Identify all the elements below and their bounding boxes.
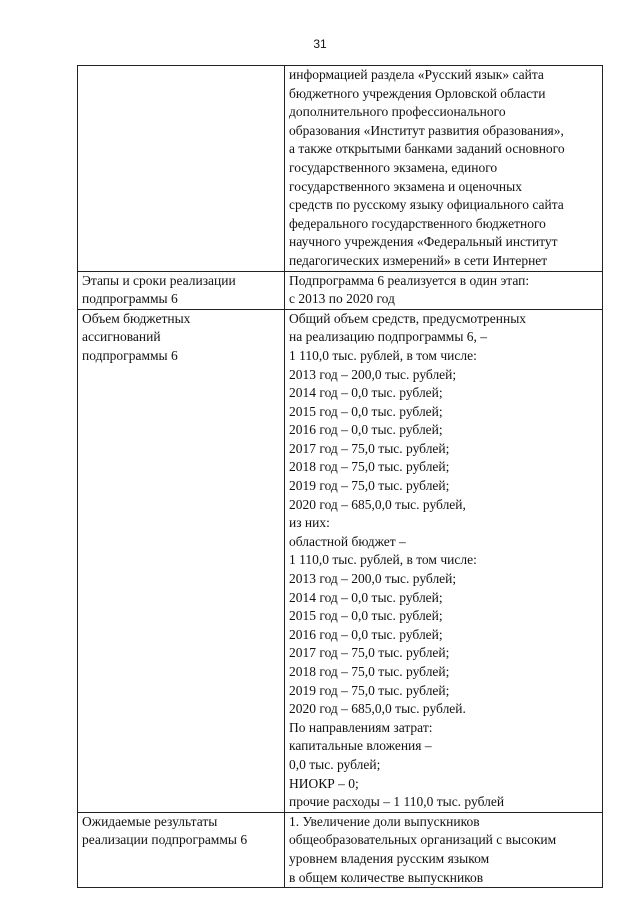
content-line: Общий объем средств, предусмотренных	[289, 310, 527, 326]
content-line: 2015 год – 0,0 тыс. рублей;	[289, 608, 443, 624]
content-line: 2017 год – 75,0 тыс. рублей;	[289, 440, 450, 456]
content-line: педагогических измерений» в сети Интернет	[289, 252, 548, 268]
content-line: 2020 год – 685,0,0 тыс. рублей.	[289, 701, 466, 717]
content-line: уровнем владения русским языком	[289, 850, 490, 866]
content-line: с 2013 по 2020 год	[289, 291, 395, 307]
label-line: реализации подпрограммы 6	[82, 832, 248, 848]
label-line: Объем бюджетных	[82, 310, 191, 326]
content-line: 1 110,0 тыс. рублей, в том числе:	[289, 347, 477, 363]
content-line: государственного экзамена и оценочных	[289, 178, 522, 194]
content-line: 2018 год – 75,0 тыс. рублей;	[289, 459, 450, 475]
content-line: 2016 год – 0,0 тыс. рублей;	[289, 626, 443, 642]
row-label-cell	[78, 309, 285, 812]
content-line: 2020 год – 685,0,0 тыс. рублей,	[289, 496, 466, 512]
content-line: НИОКР – 0;	[289, 775, 359, 791]
content-line: 2014 год – 0,0 тыс. рублей;	[289, 385, 443, 401]
content-line: 1 110,0 тыс. рублей, в том числе:	[289, 552, 477, 568]
label-line: Этапы и сроки реализации	[82, 272, 236, 288]
content-line: Подпрограмма 6 реализуется в один этап:	[289, 272, 530, 288]
content-line: 2013 год – 200,0 тыс. рублей;	[289, 366, 457, 382]
content-line: дополнительного профессионального	[289, 104, 506, 120]
content-line: информацией раздела «Русский язык» сайта	[289, 67, 544, 82]
content-line: на реализацию подпрограммы 6, –	[289, 329, 488, 345]
label-line: ассигнований	[82, 329, 161, 345]
label-line: Ожидаемые результаты	[82, 813, 218, 829]
content-line: 2013 год – 200,0 тыс. рублей;	[289, 571, 457, 587]
content-line: 2017 год – 75,0 тыс. рублей;	[289, 645, 450, 661]
content-line: 2015 год – 0,0 тыс. рублей;	[289, 403, 443, 419]
row-content-cell	[285, 66, 603, 272]
content-line: общеобразовательных организаций с высоким	[289, 832, 557, 848]
content-line: в общем количестве выпускников	[289, 869, 484, 885]
row-label-cell	[78, 66, 285, 272]
content-line: образования «Институт развития образования»,	[289, 122, 564, 138]
table-row	[78, 271, 603, 309]
content-line: прочие расходы – 1 110,0 тыс. рублей	[289, 794, 505, 810]
label-line: подпрограммы 6	[82, 291, 178, 307]
label-line: подпрограммы 6	[82, 347, 178, 363]
row-content-cell	[285, 271, 603, 309]
row-content-cell	[285, 812, 603, 887]
row-label-cell	[78, 812, 285, 887]
table-row	[78, 66, 603, 272]
content-line: федерального государственного бюджетного	[289, 215, 546, 231]
content-line: 2019 год – 75,0 тыс. рублей;	[289, 682, 450, 698]
content-line: государственного экзамена, единого	[289, 159, 498, 175]
content-line: 1. Увеличение доли выпускников	[289, 813, 480, 829]
content-line: бюджетного учреждения Орловской области	[289, 85, 546, 101]
content-line: научного учреждения «Федеральный институт	[289, 234, 558, 250]
content-line: капитальные вложения –	[289, 738, 432, 754]
content-line: из них:	[289, 515, 330, 531]
content-line: 2018 год – 75,0 тыс. рублей;	[289, 664, 450, 679]
content-line: 0,0 тыс. рублей;	[289, 756, 381, 772]
content-line: а также открытыми банками заданий основного	[289, 141, 565, 157]
content-line: средств по русскому языку официального сайта	[289, 197, 564, 213]
page-number: 31	[313, 37, 327, 51]
table-row	[78, 309, 603, 812]
passport-table-body	[78, 66, 603, 888]
content-line: По направлениям затрат:	[289, 719, 433, 735]
passport-table	[77, 65, 603, 888]
table-row	[78, 812, 603, 887]
row-content-cell	[285, 309, 603, 812]
content-line: 2014 год – 0,0 тыс. рублей;	[289, 589, 443, 605]
content-line: 2019 год – 75,0 тыс. рублей;	[289, 478, 450, 494]
content-line: областной бюджет –	[289, 533, 406, 549]
row-label-cell	[78, 271, 285, 309]
content-line: 2016 год – 0,0 тыс. рублей;	[289, 422, 443, 438]
